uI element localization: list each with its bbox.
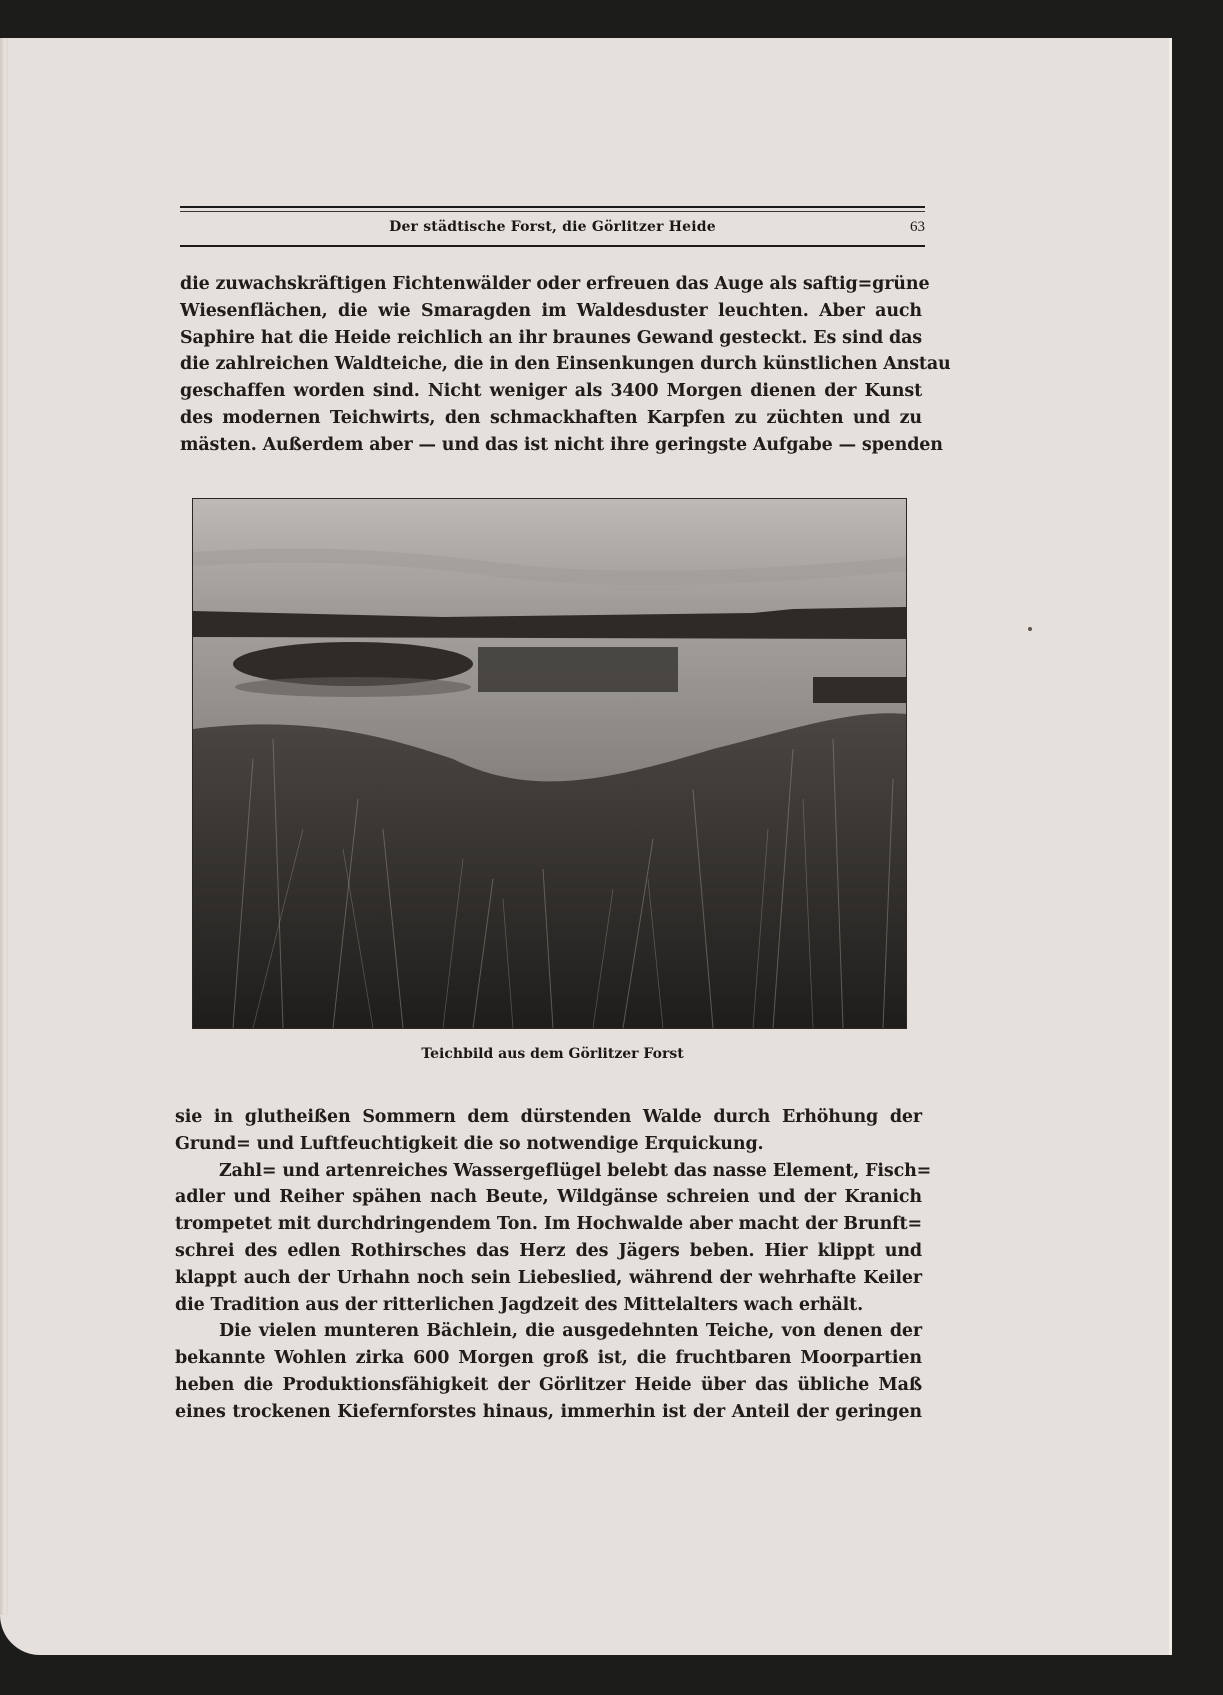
text-line: die zahlreichen Waldteiche, die in den Einsenkungen durch künstlichen Anstau — [180, 354, 951, 375]
running-head — [180, 219, 925, 241]
text-line: klappt auch der Urhahn noch sein Liebeslied, während der wehrhafte Keiler — [175, 1267, 922, 1288]
figure-caption: Teichbild aus dem Görlitzer Forst — [421, 1046, 684, 1062]
header-rule-thin — [180, 211, 925, 212]
text-line: eines trockenen Kiefernforstes hinaus, immerhin ist der Anteil der geringen — [175, 1401, 922, 1422]
text-line: Saphire hat die Heide reichlich an ihr braunes Gewand gesteckt. Es sind das — [180, 327, 922, 348]
text-line: des modernen Teichwirts, den schmackhaften Karpfen zu züchten und zu — [180, 407, 922, 428]
text-line: trompetet mit durchdringendem Ton. Im Hochwalde aber macht der Brunft= — [175, 1214, 922, 1235]
text-line: adler und Reiher spähen nach Beute, Wildgänse schreien und der Kranich — [175, 1187, 922, 1208]
text-line: die zuwachskräftigen Fichtenwälder oder erfreuen das Auge als saftig=grüne — [180, 274, 930, 294]
paragraph-bottom — [175, 1104, 932, 1426]
book-gutter — [0, 38, 8, 1615]
text-line: Grund= und Luftfeuchtigkeit die so notwendige Erquickung. — [175, 1133, 764, 1154]
paragraph-top — [180, 271, 951, 459]
page-number: 63 — [910, 219, 925, 235]
text-line: sie in glutheißen Sommern dem dürstenden Walde durch Erhöhung der — [175, 1107, 922, 1127]
text-line: die Tradition aus der ritterlichen Jagdzeit des Mittelalters wach erhält. — [175, 1294, 864, 1315]
text-line: mästen. Außerdem aber — und das ist nicht ihre geringste Aufgabe — spenden — [180, 434, 943, 455]
header-rule-thick — [180, 206, 925, 208]
reed-clump-center — [478, 647, 678, 692]
header-rule-bottom — [180, 245, 925, 247]
pond-photograph — [192, 498, 907, 1029]
text-line: Zahl= und artenreiches Wassergeflügel belebt das nasse Element, Fisch= — [219, 1160, 932, 1181]
page-edge — [1169, 38, 1172, 1655]
running-head-title: Der städtische Forst, die Görlitzer Heide — [389, 219, 716, 235]
reed-island-right — [813, 677, 906, 703]
text-line: Die vielen munteren Bächlein, die ausgedehnten Teiche, von denen der — [219, 1321, 922, 1342]
page — [0, 38, 1172, 1655]
text-line: bekannte Wohlen zirka 600 Morgen groß ist, die fruchtbaren Moorpartien — [175, 1348, 922, 1369]
text-line: schrei des edlen Rothirsches das Herz des Jägers beben. Hier klippt und — [175, 1240, 922, 1261]
text-line: heben die Produktionsfähigkeit der Görlitzer Heide über das übliche Maß — [175, 1374, 922, 1395]
text-line: Wiesenflächen, die wie Smaragden im Waldesduster leuchten. Aber auch — [180, 300, 922, 321]
pond-landscape-image — [193, 499, 906, 1028]
paper-speck — [1028, 627, 1032, 631]
text-line: geschaffen worden sind. Nicht weniger als 3400 Morgen dienen der Kunst — [180, 381, 922, 402]
